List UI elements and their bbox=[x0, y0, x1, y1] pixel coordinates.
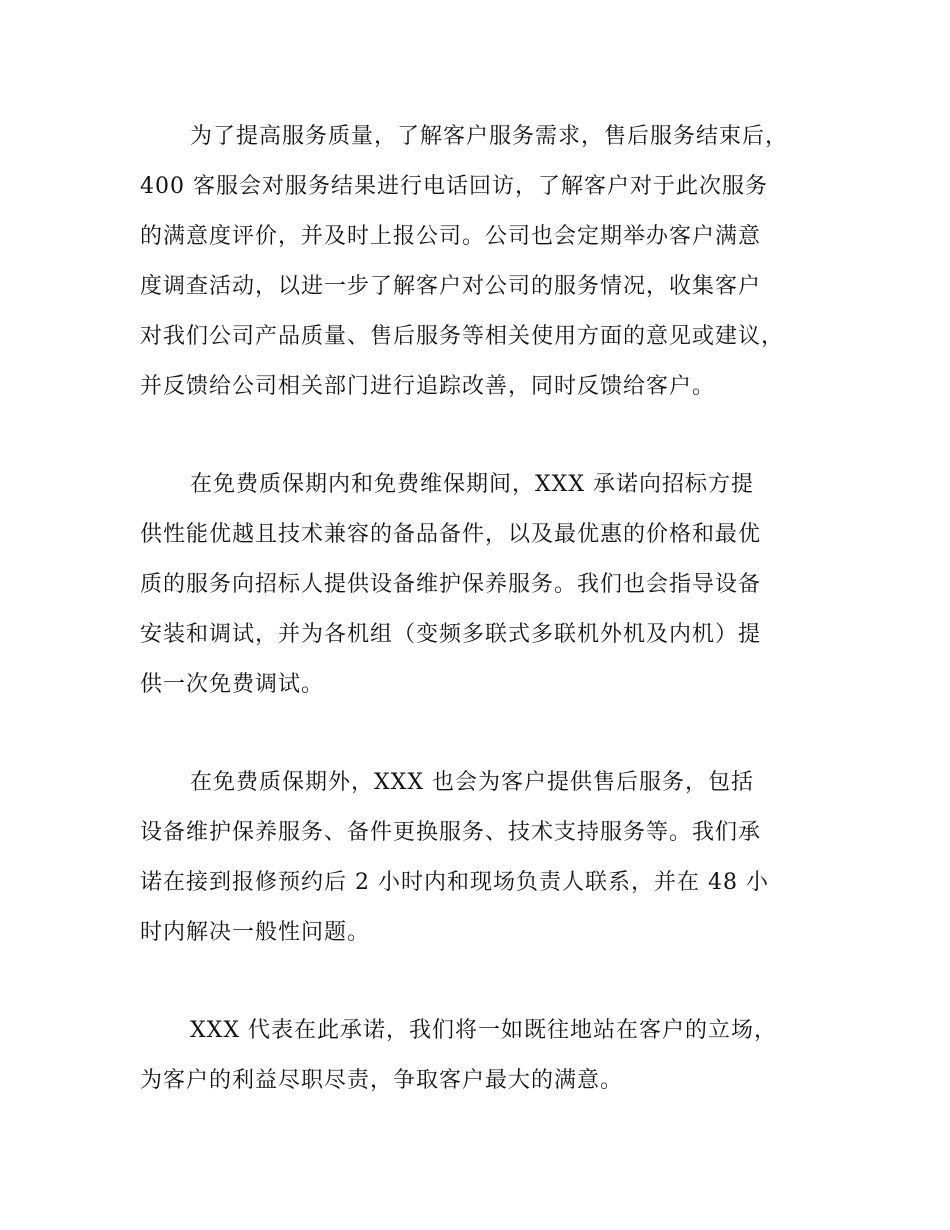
paragraph-line: 时内解决一般性问题。 bbox=[140, 920, 371, 945]
paragraph-line: 并反馈给公司相关部门进行追踪改善，同时反馈给客户。 bbox=[140, 374, 716, 399]
paragraph-line: 诺在接到报修预约后 2 小时内和现场负责人联系，并在 48 小 bbox=[140, 870, 769, 895]
paragraph-line: 设备维护保养服务、备件更换服务、技术支持服务等。我们承 bbox=[140, 820, 762, 845]
paragraph-line: 在免费质保期外，XXX 也会为客户提供售后服务，包括 bbox=[190, 770, 754, 795]
paragraph-line: 在免费质保期内和免费维保期间，XXX 承诺向招标方提 bbox=[190, 472, 754, 497]
paragraph-line: 为客户的利益尽职尽责，争取客户最大的满意。 bbox=[140, 1068, 624, 1093]
paragraph-line: 为了提高服务质量，了解客户服务需求，售后服务结束后， bbox=[190, 124, 789, 149]
paragraph-line: 度调查活动，以进一步了解客户对公司的服务情况，收集客户 bbox=[140, 274, 762, 299]
paragraph-line: 供一次免费调试。 bbox=[140, 672, 325, 697]
paragraph-line: 质的服务向招标人提供设备维护保养服务。我们也会指导设备 bbox=[140, 572, 762, 597]
paragraph-line: 对我们公司产品质量、售后服务等相关使用方面的意见或建议， bbox=[140, 324, 785, 349]
paragraph-line: 安装和调试，并为各机组（变频多联式多联机外机及内机）提 bbox=[140, 622, 762, 647]
paragraph-line: XXX 代表在此承诺，我们将一如既往地站在客户的立场， bbox=[190, 1018, 777, 1043]
paragraph-line: 400 客服会对服务结果进行电话回访，了解客户对于此次服务 bbox=[140, 174, 768, 199]
paragraph-line: 的满意度评价，并及时上报公司。公司也会定期举办客户满意 bbox=[140, 224, 762, 249]
paragraph-line: 供性能优越且技术兼容的备品备件，以及最优惠的价格和最优 bbox=[140, 522, 762, 547]
